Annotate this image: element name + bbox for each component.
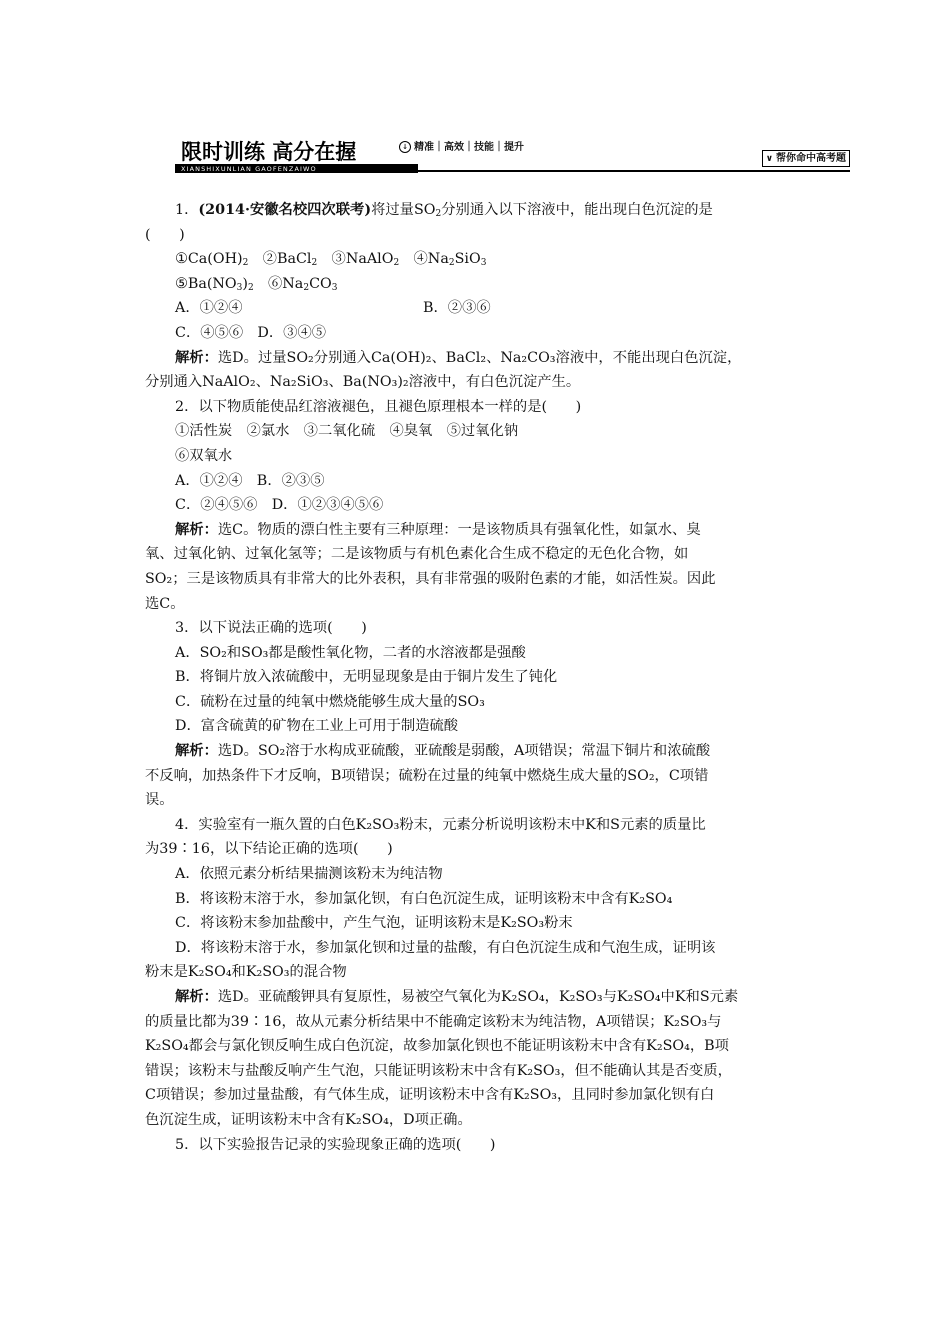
q4-option-c: C．将该粉末参加盐酸中，产生气泡，证明该粉末是K₂SO₃粉末	[175, 915, 573, 932]
q1-options-line-1	[145, 247, 810, 272]
q3-option-b: B．将铜片放入浓硫酸中，无明显现象是由于铜片发生了钝化	[175, 669, 558, 686]
q1-opt: ⑤Ba(NO	[175, 275, 237, 292]
q4-answer-line-2: 的质量比都为39∶16，故从元素分析结果中不能确定该粉末为纯洁物，A项错误；K₂SO₃与	[145, 1013, 722, 1030]
q1-opt: ②BaCl	[248, 251, 312, 268]
question-4-stem-1: 4．实验室有一瓶久置的白色K₂SO₃粉末，元素分析说明该粉末中K和S元素的质量比	[175, 816, 706, 833]
answer-label: 解析：	[175, 989, 218, 1005]
sub: 2	[303, 282, 310, 293]
q1-choice-a: A．①②④	[175, 300, 243, 317]
q1-answer-line-1	[145, 346, 810, 371]
q1-choices-ab	[145, 296, 810, 321]
q1-source: (2014·安徽名校四次联考)	[198, 202, 372, 218]
sub: 2	[393, 258, 400, 269]
q4-answer-line-5: C项错误；参加过量盐酸，有气体生成，证明该粉末中含有K₂SO₃，且同时参加氯化钡有白	[145, 1087, 715, 1104]
q4-answer-line-6: 色沉淀生成，证明该粉末中含有K₂SO₄，D项正确。	[145, 1111, 472, 1128]
q1-choices-cd: C．④⑤⑥ D．③④⑤	[175, 324, 327, 341]
q1-stem-a: 将过量SO	[371, 202, 436, 218]
q1-answer-line-2: 分别通入NaAlO₂、Na₂SiO₃、Ba(NO₃)₂溶液中，有白色沉淀产生。	[145, 374, 581, 391]
question-1-stem	[145, 198, 810, 223]
q1-opt: ④Na	[399, 251, 449, 268]
q4-answer-line-1	[145, 985, 810, 1010]
q2-options-line-2: ⑥双氧水	[175, 447, 233, 464]
q1-num: 1．	[175, 202, 199, 218]
q2-answer-line-1	[145, 518, 810, 543]
q2-options-line-1: ①活性炭 ②氯水 ③二氧化硫 ④臭氧 ⑤过氧化钠	[175, 423, 519, 440]
sub: 2	[448, 258, 455, 269]
q2-answer-line-4: 选C。	[145, 595, 185, 612]
question-5-stem: 5．以下实验报告记录的实验现象正确的选项( )	[175, 1136, 496, 1153]
q3-option-c: C．硫粉在过量的纯氧中燃烧能够生成大量的SO₃	[175, 693, 485, 710]
header-tags-text: 精准｜高效｜技能｜提升	[414, 142, 524, 153]
q1-ans-1: 选D。过量SO₂分别通入Ca(OH)₂、BaCl₂、Na₂CO₃溶液中，不能出现白色沉淀，	[217, 349, 742, 366]
sub: 3	[331, 282, 338, 293]
q2-answer-line-2: 氧、过氧化钠、过氧化氢等；二是该物质与有机色素化合生成不稳定的无色化合物，如	[145, 546, 689, 563]
q1-bracket: ( )	[145, 226, 185, 243]
chevron-down-icon: ∨	[765, 154, 773, 164]
q4-option-a: A．依照元素分析结果揣测该粉末为纯洁物	[175, 866, 443, 883]
q4-answer-line-4: 错误；该粉末与盐酸反响产生气泡，只能证明该粉末中含有K₂SO₃，但不能确认其是否变质，	[145, 1062, 732, 1079]
q3-option-d: D．富含硫黄的矿物在工业上可用于制造硫酸	[175, 718, 459, 735]
q1-opt: ③NaAlO	[317, 251, 394, 268]
q1-options-line-2	[145, 272, 810, 297]
q1-choice-b: B．②③⑥	[423, 300, 491, 317]
header-title: 限时训练 高分在握	[181, 140, 357, 164]
q3-ans-1: 选D。SO₂溶于水构成亚硫酸，亚硫酸是弱酸，A项错误；常温下铜片和浓硫酸	[217, 743, 711, 760]
sub: 3	[236, 282, 243, 293]
q1-opt: CO	[309, 275, 332, 292]
q1-opt: )	[242, 275, 248, 292]
sub: 2	[247, 282, 254, 293]
header-rule	[418, 170, 850, 172]
q4-option-d-1: D．将该粉末溶于水，参加氯化钡和过量的盐酸，有白色沉淀生成和气泡生成，证明该	[175, 939, 716, 956]
section-header	[175, 136, 850, 174]
answer-label: 解析：	[175, 743, 218, 760]
question-4-stem-2: 为39∶16，以下结论正确的选项( )	[145, 841, 393, 858]
question-3-stem: 3．以下说法正确的选项( )	[175, 620, 367, 637]
sub: 2	[242, 258, 249, 269]
answer-label: 解析：	[175, 521, 218, 538]
header-subtitle: XIANSHIXUNLIAN GAOFENZAIWO	[181, 165, 317, 173]
header-tags	[399, 138, 524, 153]
q4-option-b: B．将该粉末溶于水，参加氯化钡，有白色沉淀生成，证明该粉末中含有K₂SO₄	[175, 890, 673, 907]
q3-answer-line-3: 误。	[145, 792, 174, 809]
q3-answer-line-1	[145, 739, 810, 764]
sub: 2	[311, 258, 318, 269]
header-badge	[762, 150, 850, 167]
arrow-down-icon: ↓	[399, 141, 411, 153]
q2-ans-1: 选C。物质的漂白性主要有三种原理：一是该物质具有强氧化性，如氯水、臭	[217, 521, 701, 538]
question-2-stem: 2．以下物质能使品红溶液褪色，且褪色原理根本一样的是( )	[175, 398, 582, 415]
document-body	[145, 198, 810, 1157]
q4-answer-line-3: K₂SO₄都会与氯化钡反响生成白色沉淀，故参加氯化钡也不能证明该粉末中含有K₂SO₄，B项	[145, 1038, 729, 1055]
q4-ans-1: 选D。亚硫酸钾具有复原性，易被空气氧化为K₂SO₄，K₂SO₃与K₂SO₄中K和S元素	[217, 989, 739, 1005]
q4-option-d-2: 粉末是K₂SO₄和K₂SO₃的混合物	[145, 964, 347, 981]
sub: 3	[480, 258, 487, 269]
q1-opt: ①Ca(OH)	[175, 251, 243, 268]
q3-option-a: A．SO₂和SO₃都是酸性氧化物，二者的水溶液都是强酸	[175, 644, 526, 661]
q2-choices-cd: C．②④⑤⑥ D．①②③④⑤⑥	[175, 497, 384, 514]
sub: 2	[435, 209, 442, 219]
q2-choices-ab: A．①②④ B．②③⑤	[175, 472, 325, 489]
q1-opt: ⑥Na	[253, 275, 304, 292]
answer-label: 解析：	[175, 349, 218, 366]
q1-opt: SiO	[454, 251, 481, 268]
header-badge-text: 帮你命中高考题	[776, 153, 846, 164]
q1-stem-b: 分别通入以下溶液中，能出现白色沉淀的是	[441, 202, 713, 218]
q3-answer-line-2: 不反响，加热条件下才反响，B项错误；硫粉在过量的纯氧中燃烧生成大量的SO₂，C项错	[145, 767, 709, 784]
q2-answer-line-3: SO₂；三是该物质具有非常大的比外表积，具有非常强的吸附色素的才能，如活性炭。因此	[145, 570, 716, 587]
